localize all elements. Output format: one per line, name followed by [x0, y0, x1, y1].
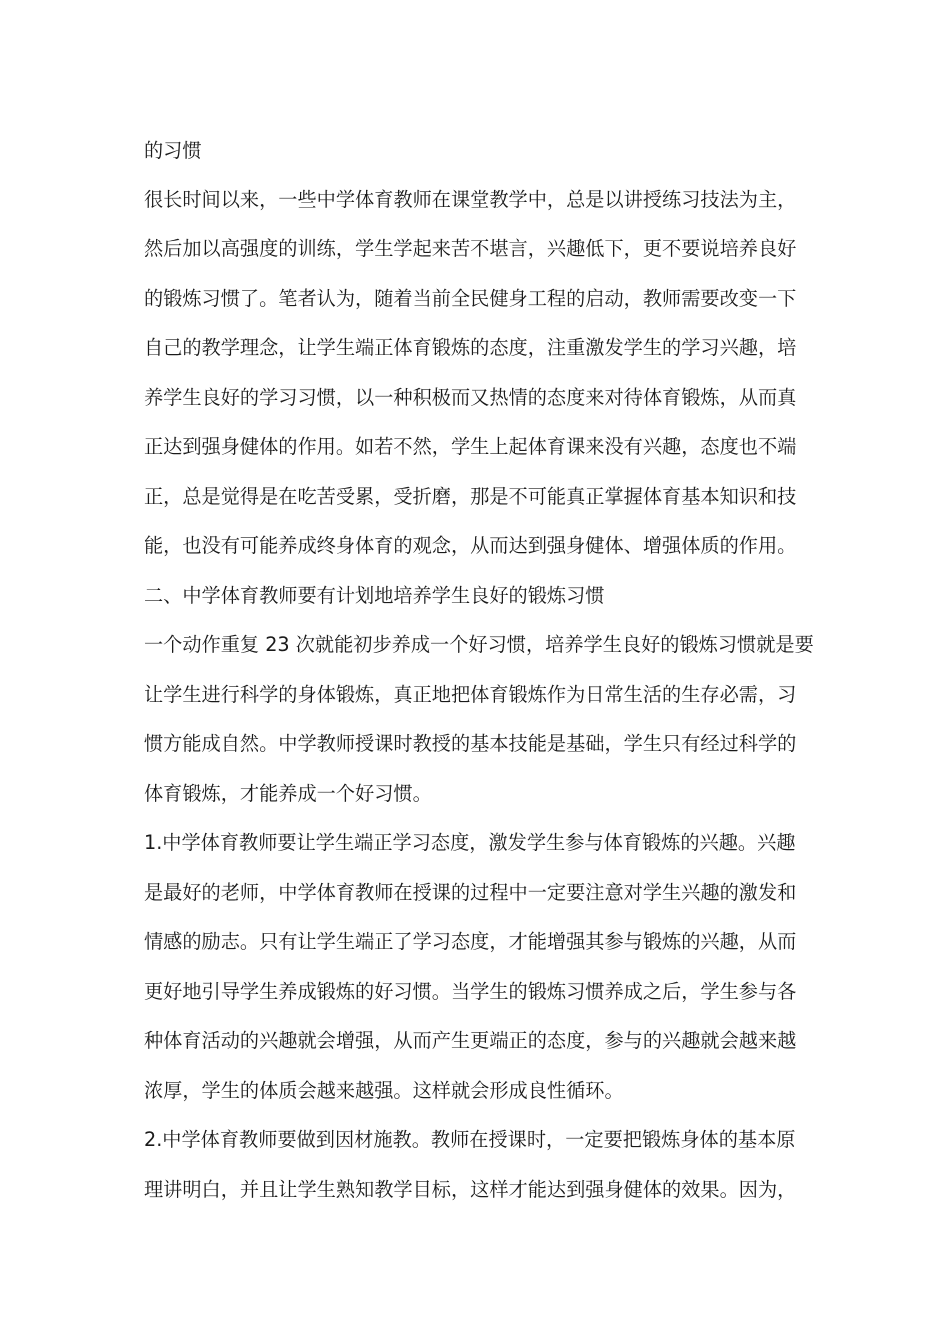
text-line: 养学生良好的学习习惯，以一种积极而又热情的态度来对待体育锻炼，从而真	[144, 386, 797, 409]
text-line: 更好地引导学生养成锻炼的好习惯。当学生的锻炼习惯养成之后，学生参与各	[144, 980, 797, 1003]
text-line: 一个动作重复 23 次就能初步养成一个好习惯，培养学生良好的锻炼习惯就是要	[144, 633, 814, 656]
section-heading: 二、中学体育教师要有计划地培养学生良好的锻炼习惯	[144, 584, 605, 607]
text-line: 是最好的老师，中学体育教师在授课的过程中一定要注意对学生兴趣的激发和	[144, 881, 797, 904]
text-line: 很长时间以来，一些中学体育教师在课堂教学中，总是以讲授练习技法为主，	[144, 188, 797, 211]
text-line: 能，也没有可能养成终身体育的观念，从而达到强身健体、增强体质的作用。	[144, 534, 797, 557]
text-line: 2.中学体育教师要做到因材施教。教师在授课时，一定要把锻炼身体的基本原	[144, 1128, 796, 1151]
text-line: 的锻炼习惯了。笔者认为，随着当前全民健身工程的启动，教师需要改变一下	[144, 287, 797, 310]
text-line: 然后加以高强度的训练，学生学起来苦不堪言，兴趣低下，更不要说培养良好	[144, 237, 797, 260]
text-line: 体育锻炼，才能养成一个好习惯。	[144, 782, 432, 805]
text-line: 让学生进行科学的身体锻炼，真正地把体育锻炼作为日常生活的生存必需，习	[144, 683, 797, 706]
text-line: 正，总是觉得是在吃苦受累，受折磨，那是不可能真正掌握体育基本知识和技	[144, 485, 797, 508]
text-line: 正达到强身健体的作用。如若不然，学生上起体育课来没有兴趣，态度也不端	[144, 435, 797, 458]
text-line: 的习惯	[144, 139, 202, 162]
text-line: 浓厚，学生的体质会越来越强。这样就会形成良性循环。	[144, 1079, 624, 1102]
text-line: 1.中学体育教师要让学生端正学习态度，激发学生参与体育锻炼的兴趣。兴趣	[144, 831, 796, 854]
text-line: 自己的教学理念，让学生端正体育锻炼的态度，注重激发学生的学习兴趣，培	[144, 336, 797, 359]
text-line: 种体育活动的兴趣就会增强，从而产生更端正的态度，参与的兴趣就会越来越	[144, 1029, 797, 1052]
text-line: 惯方能成自然。中学教师授课时教授的基本技能是基础，学生只有经过科学的	[144, 732, 797, 755]
text-line: 理讲明白，并且让学生熟知教学目标，这样才能达到强身健体的效果。因为，	[144, 1178, 797, 1201]
text-line: 情感的励志。只有让学生端正了学习态度，才能增强其参与锻炼的兴趣，从而	[144, 930, 797, 953]
